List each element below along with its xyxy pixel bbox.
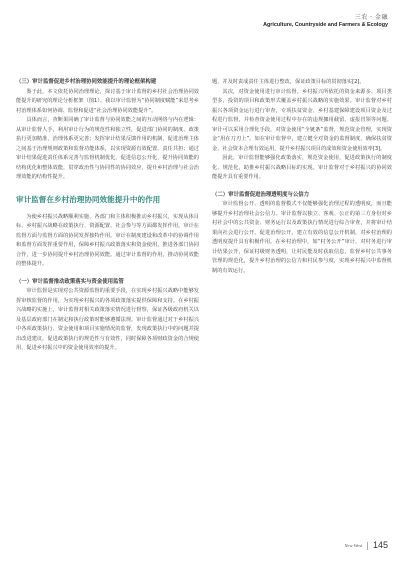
page-footer <box>344 540 388 550</box>
paragraph: 鉴于此，本文依托协同治理理论，探讨基于审计监督的乡村社会治理协同效能提升的研究的理论分析框架（图1）。我以审计监督为“协同制度赋能”来思考乡村治理体系如何协调、监督和促进“社会治理协同效能提升”。 <box>16 88 199 114</box>
page-header <box>263 12 388 28</box>
left-column <box>16 78 199 354</box>
paragraph: 其次，对资金使用进行审计监督。乡村振兴所依托的资金来源多、项目类型多，投资的项目和政策形式覆盖乡村振兴战略的实施效果。审计监督对乡村振兴各项资金运行进行审查，专项扶贫资金、乡村基建保障建设项目资金及过程进行监督，并检查资金使用过程中存在的违规挪用截留、虚报冒领等问题。审计可以采用合理化手段，对资金使用“全链条”监督，规范资金管理，实现资金“用在刀刃上”。如在审计监督中，建立健全对资金的监督制度，确保扶贫资金、社会资本合理有效运用，提升乡村振兴项目的成效和资金使用效率[3]。 <box>212 88 392 152</box>
paragraph: 因此，审计监督能够强化政策落实，规范资金使用，促进政策执行的制度化、规范化，助推乡村振兴战略目标的实现。审计监督对于乡村振兴的协同效能提升具有重要作用。 <box>212 155 392 180</box>
paragraph: 为使乡村振兴战略顺利实施，各部门和主体积极推动乡村振兴，实现从体目标，乡村振兴战略在政策执行、资源配置、社会参与等方面都发挥作用。审计在监督方面与监督方面的协同发挥独特作用。审计在制度建设和改革中的协调作用和监督方面发挥重要作用，保障乡村振兴政策落实和资金使用，推进各部门协同合作，进一步协同提升乡村治理协同效能。通过审计监督的作用，推动协同效能的整体提升。 <box>16 213 199 267</box>
column-title-en: Agriculture, Countryside and Farmers & Ecology <box>263 22 388 28</box>
footer-separator: | <box>366 540 369 550</box>
publication-name: New West <box>344 542 363 548</box>
paragraph: 具体而言，查断果同确了审计监督与协同效能之间的互动网络与内在逻辑：从审计监督人手，利用审计行为的规范性和独立性，促进部门协同的制度、政策执行更加精准，治理体系更完善；发挥审计结果反馈作用的机制，促进治理主体之间基于治理规则政策和监督功能体系，以实现资源有效配置、责任共担；通过审计结果促进责任体系完善与监督机制优化，促进信息公开化，提升协同效能的结构优化和整体效能，贯穿政治性与协同性的协同效应，提升乡村治理与社会治理效能的结构性提升。 <box>16 117 199 180</box>
paragraph: 审计监督是实现对公共资源监督的重要手段，在实现乡村振兴战略中能够发挥审核监督的作用，为实现乡村振兴的各项政策落实提供保障和支持。在乡村振兴战略的实施上，审计监督对相关政策落实情况进行督察，保证各级政府机关以及基层政府部门在制定和执行政策时能够遵循法规。审计监督通过对于乡村振兴中各项政策执行、资金使用和项目实施情况的监督，发现政策执行中的问题并提出改进建议，促进政策执行的规范性与有效性，同时保障各项财政资金的合规使用，促进乡村振兴中的资金使用效率的提升。 <box>16 288 199 351</box>
subheading-policy-funds: （一）审计监督推动政策落实与资金使用监管 <box>16 278 124 285</box>
subheading-transparency: （二）审计监督促进治理透明度与公信力 <box>212 191 310 198</box>
right-column <box>212 78 392 276</box>
subheading-theory-framework: （三）审计监督促进乡村治理协同效能提升的理论框架构建 <box>16 79 157 85</box>
paragraph: 审计监督公开、透明的监督模式不仅能够强化治理过程的透明度，而且能够提升乡村治理社会公信力。审计监督以独立、客观、公正的第三方身份对乡村社会中的公共资金、财务运行以及政策执行情况进行综合审查，并将审计结果向社会进行公开，促进治理公开，建立有效的信息公开机制，对乡村治理的透明度提升具有积极作用。在乡村治理中，如“村务公开”审计，对村务进行审计结果公开，保证村级财务透明，让村民能及时获取信息，监督乡村公共事务管理的规范化，提升乡村治理的公信力和村民参与度，实现乡村振兴中监督机制的有效运行。 <box>212 201 392 274</box>
column-title-cn: 三农 · 金融 <box>354 14 388 21</box>
section-heading: 审计监督在乡村治理协同效能提升中的作用 <box>16 194 161 204</box>
page-number: 145 <box>372 540 388 550</box>
paragraph: 题，并及时责成责任主体进行整改，保证政策目标的贯彻落实[2]。 <box>212 79 365 85</box>
